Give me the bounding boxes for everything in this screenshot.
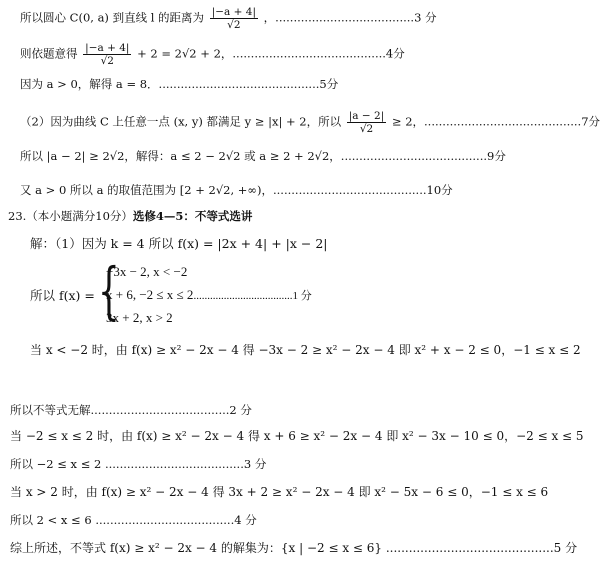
score-2: 所以不等式无解......................................2 分 xyxy=(10,403,252,417)
line-case-gt-2 xyxy=(10,484,548,500)
piecewise-function xyxy=(98,254,398,328)
text-solve-a: 因为 a > 0，解得 a = 8．............................................5分 xyxy=(20,77,339,91)
line-result-gt-2 xyxy=(10,512,257,528)
score-1: ....................................1 分 xyxy=(193,290,312,302)
line-no-solution xyxy=(10,402,252,418)
fraction-distance xyxy=(210,6,258,31)
text-piecewise-prefix: 所以 f(x) = xyxy=(30,288,95,303)
line-solve-range xyxy=(20,148,506,164)
score-4-part2: 所以 2 < x ≤ 6 ......................................4 分 xyxy=(10,513,257,527)
score-4: + 2 = 2√2 + 2，..........................................4分 xyxy=(137,46,405,61)
text-solution-1: 解：（1）因为 k = 4 所以 f(x) = |2x + 4| + |x − 2| xyxy=(30,236,328,251)
line-case-middle xyxy=(10,428,584,444)
piecewise-case-2-row xyxy=(106,287,312,304)
line-distance xyxy=(20,6,437,31)
line-curve-condition xyxy=(20,110,600,135)
line-case-lt-neg2 xyxy=(30,342,581,358)
text-conclusion: 综上所述，不等式 f(x) ≥ x² − 2x − 4 的解集为：{x | −2 ≤ x ≤ 6} ............................................5 分 xyxy=(10,541,578,555)
line-a-range xyxy=(20,182,453,198)
score-3: ，......................................3 分 xyxy=(263,10,437,25)
fraction-equation xyxy=(83,42,131,67)
text-solve-range: 所以 |a − 2| ≥ 2√2，解得：a ≤ 2 − 2√2 或 a ≥ 2 + 2√2，........................................9分 xyxy=(20,149,506,163)
line-solution-1 xyxy=(30,236,328,252)
text-distance: 所以圆心 C(0, a) 到直线 l 的距离为 xyxy=(20,10,205,25)
fraction-denominator: √2 xyxy=(359,123,374,135)
piecewise-case-1: −3x − 2, x < −2 xyxy=(106,264,188,279)
text-curve-condition: （2）因为曲线 C 上任意一点 (x, y) 都满足 y ≥ |x| + 2，所以 xyxy=(20,114,342,129)
fraction-curve xyxy=(347,110,387,135)
piecewise-case-2: x + 6, −2 ≤ x ≤ 2 xyxy=(106,287,194,302)
line-result-middle xyxy=(10,456,266,472)
text-case-lt-neg2: 当 x < −2 时，由 f(x) ≥ x² − 2x − 4 得 −3x − 2 ≥ x² − 2x − 4 即 x² + x − 2 ≤ 0，−1 ≤ x ≤ 2 xyxy=(30,343,581,357)
fraction-numerator: |−a + 4| xyxy=(85,42,130,54)
text-case-middle: 当 −2 ≤ x ≤ 2 时，由 f(x) ≥ x² − 2x − 4 得 x + 6 ≥ x² − 2x − 4 即 x² − 3x − 10 ≤ 0，−2 ≤ x ≤ 5 xyxy=(10,429,584,443)
piecewise-case-3: 3x + 2, x > 2 xyxy=(106,310,173,325)
left-brace: { xyxy=(98,254,120,327)
line-solve-a xyxy=(20,76,338,92)
score-7: ≥ 2，...........................................7分 xyxy=(391,114,600,129)
line-equation xyxy=(20,42,405,67)
problem-number: 23.（本小题满分10分） xyxy=(8,209,133,223)
problem-title: 选修4—5：不等式选讲 xyxy=(132,209,253,223)
score-3-part2: 所以 −2 ≤ x ≤ 2 ......................................3 分 xyxy=(10,457,267,471)
fraction-denominator: √2 xyxy=(100,55,114,67)
line-conclusion xyxy=(10,540,577,556)
problem-23-heading xyxy=(8,208,252,224)
fraction-numerator: |a − 2| xyxy=(348,110,385,122)
fraction-numerator: |−a + 4| xyxy=(211,6,257,18)
text-case-gt-2: 当 x > 2 时，由 f(x) ≥ x² − 2x − 4 得 3x + 2 ≥ x² − 2x − 4 即 x² − 5x − 6 ≤ 0，−1 ≤ x ≤ 6 xyxy=(10,485,549,499)
piecewise-prefix xyxy=(30,288,95,304)
text-a-range: 又 a > 0 所以 a 的取值范围为 [2 + 2√2, +∞)，..........................................10分 xyxy=(20,183,453,197)
fraction-denominator: √2 xyxy=(227,19,241,31)
text-equation-head: 则依题意得 xyxy=(20,46,78,61)
